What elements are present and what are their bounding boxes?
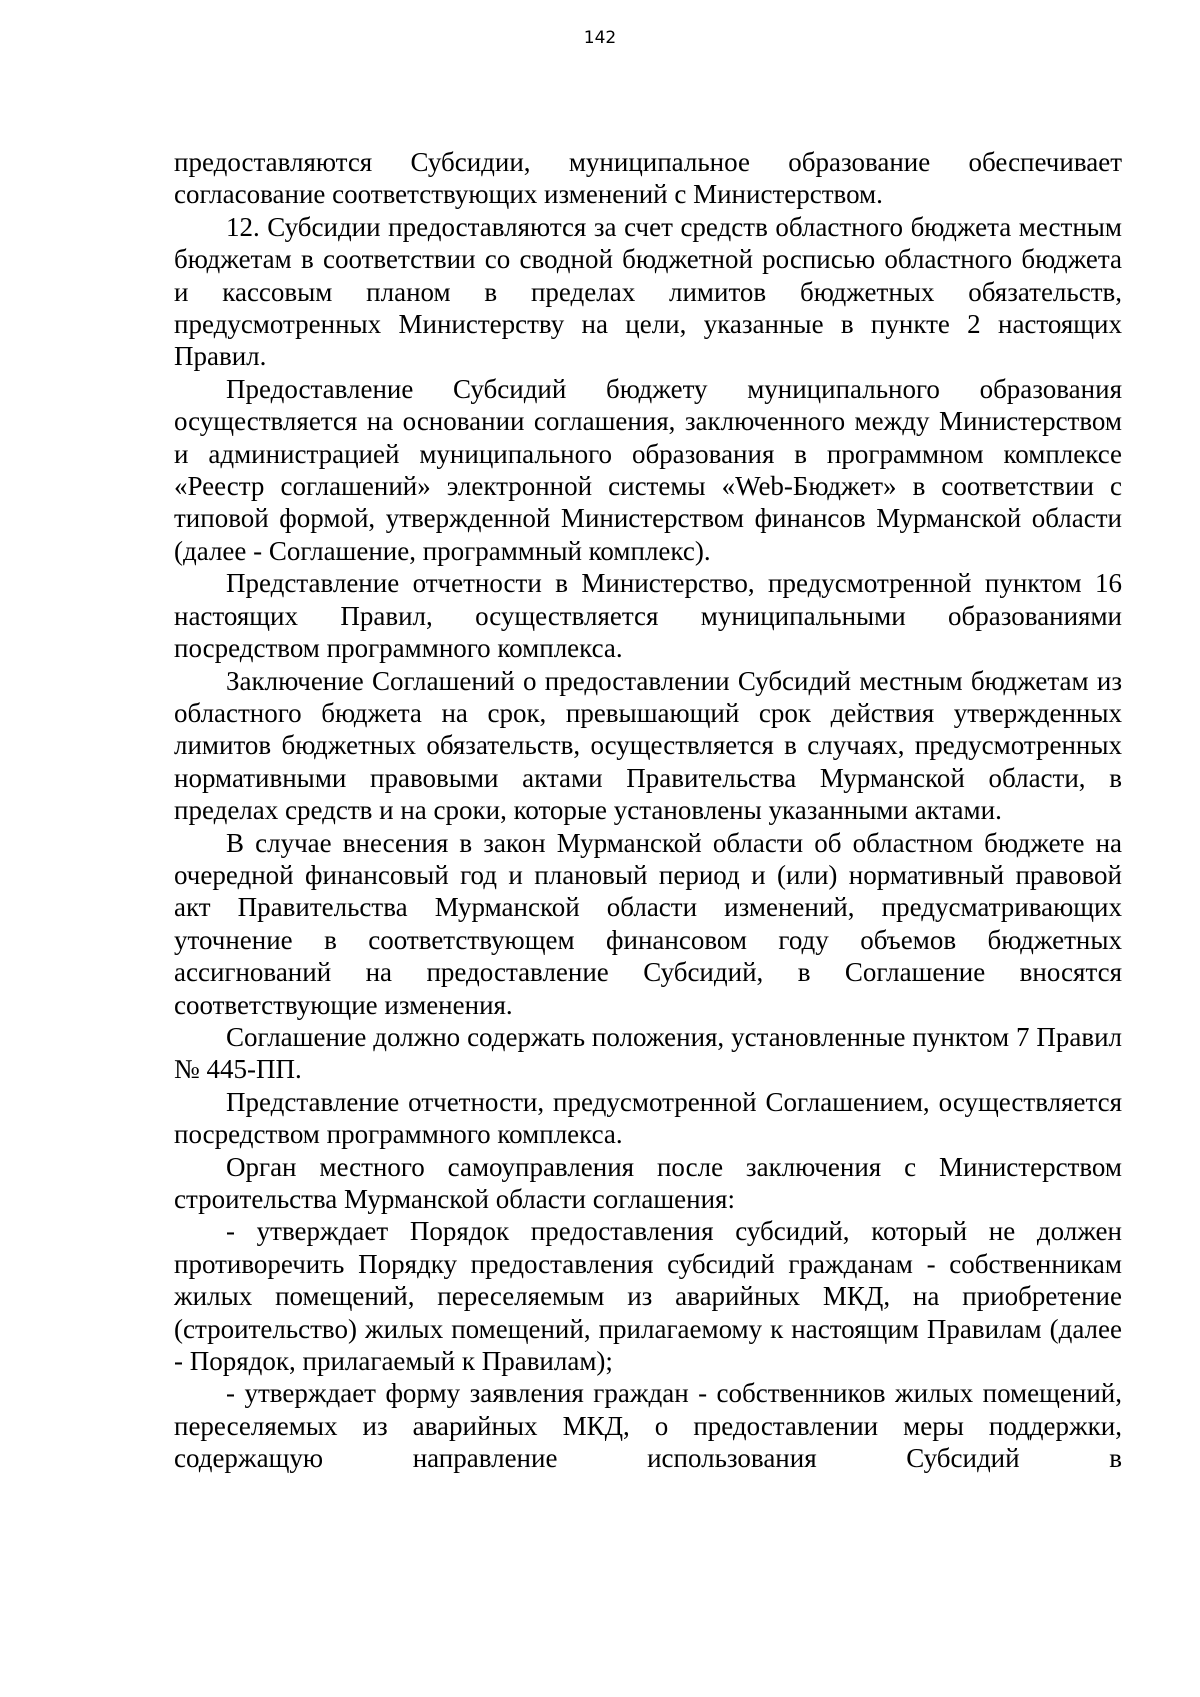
paragraph-clause-12: 12. Субсидии предоставляются за счет средств областного бюджета местным бюджетам в соответствии со сводной бюджетной росписью областного бюджета и кассовым планом в пределах лимитов бюджетных обязательств, предусмотренных Министерству на цели, указанные в пункте 2 настоящих Правил. bbox=[174, 211, 1122, 372]
document-body bbox=[174, 146, 1122, 1475]
paragraph-continuation: предоставляются Субсидии, муниципальное образование обеспечивает согласование соответствующих изменений с Министерством. bbox=[174, 147, 1122, 210]
list-item-procedure: - утверждает Порядок предоставления субсидий, который не должен противоречить Порядку предоставления субсидий гражданам - собственникам жилых помещений, переселяемым из аварийных МКД, на приобретение (строительство) жилых помещений, прилагаемому к настоящим Правилам (далее - Порядок, прилагаемый к Правилам); bbox=[174, 1216, 1122, 1377]
paragraph-reporting-agreement: Представление отчетности, предусмотренной Соглашением, осуществляется посредством программного комплекса. bbox=[174, 1086, 1122, 1150]
page-number: 142 bbox=[583, 28, 617, 48]
list-item-application-form: - утверждает форму заявления граждан - собственников жилых помещений, переселяемых из аварийных МКД, о предоставлении меры поддержки, содержащую направление использования Субсидий в bbox=[174, 1378, 1122, 1474]
paragraph-local-government: Орган местного самоуправления после заключения с Министерством строительства Мурманской области соглашения: bbox=[174, 1151, 1122, 1214]
paragraph-budget-changes: В случае внесения в закон Мурманской области об областном бюджете на очередной финансовый год и плановый период и (или) нормативный правовой акт Правительства Мурманской области изменений, предусматривающих уточнение в соответствующем финансовом году объемов бюджетных ассигнований на предоставление Субсидий, в Соглашение вносятся соответствующие изменения. bbox=[174, 827, 1122, 1020]
paragraph-agreement-content: Соглашение должно содержать положения, установленные пунктом 7 Правил № 445-ПП. bbox=[174, 1021, 1122, 1085]
paragraph-agreement-term: Заключение Соглашений о предоставлении Субсидий местным бюджетам из областного бюджета на срок, превышающий срок действия утвержденных лимитов бюджетных обязательств, осуществляется в случаях, предусмотренных нормативными правовыми актами Правительства Мурманской области, в пределах средств и на сроки, которые установлены указанными актами. bbox=[174, 665, 1122, 826]
paragraph-reporting: Представление отчетности в Министерство, предусмотренной пунктом 16 настоящих Правил, осуществляется муниципальными образованиями посредством программного комплекса. bbox=[174, 568, 1122, 664]
paragraph-agreement: Предоставление Субсидий бюджету муниципального образования осуществляется на основании соглашения, заключенного между Министерством и администрацией муниципального образования в программном комплексе «Реестр соглашений» электронной системы «Web-Бюджет» в соответствии с типовой формой, утвержденной Министерством финансов Мурманской области (далее - Соглашение, программный комплекс). bbox=[174, 373, 1122, 566]
